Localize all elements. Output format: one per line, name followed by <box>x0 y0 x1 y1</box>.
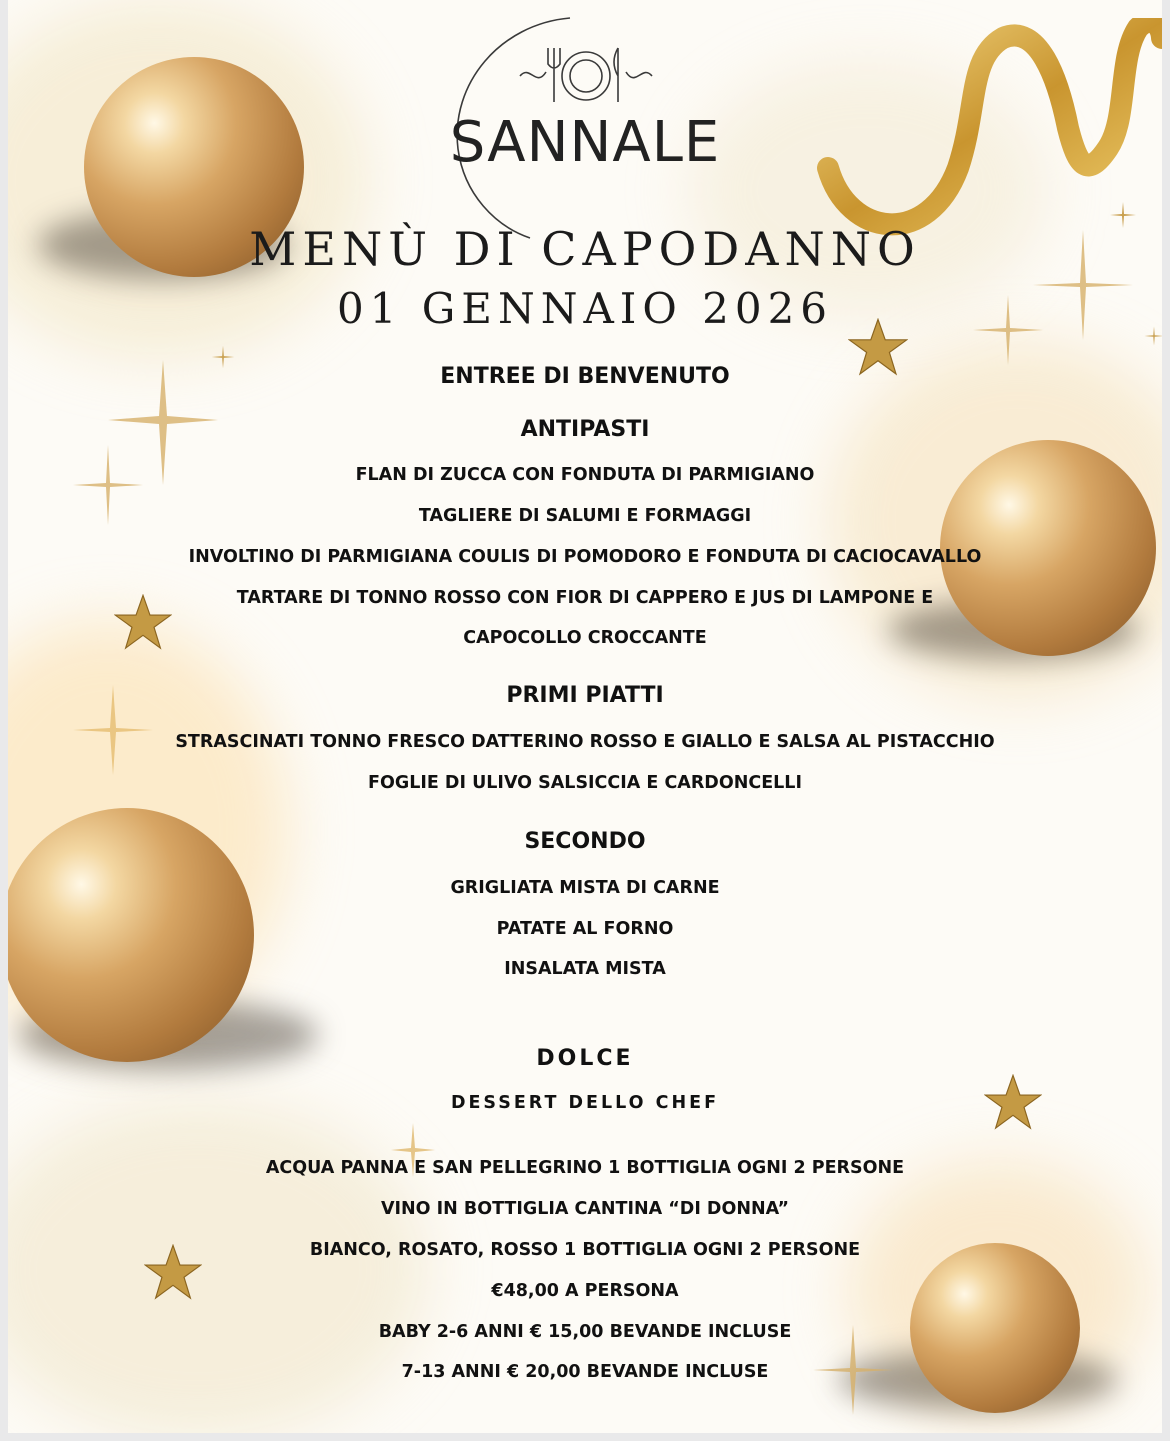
antipasti-heading: ANTIPASTI <box>520 417 650 442</box>
menu-title: MENÙ DI CAPODANNO <box>249 222 921 276</box>
price-line: BABY 2-6 ANNI € 15,00 BEVANDE INCLUSE <box>378 1322 792 1342</box>
logo-cutlery-icon <box>516 42 656 108</box>
menu-item: DESSERT DELLO CHEF <box>450 1093 720 1113</box>
menu-page <box>8 0 1162 1433</box>
drinks-line: BIANCO, ROSATO, ROSSO 1 BOTTIGLIA OGNI 2 PERSONE <box>309 1240 861 1260</box>
menu-item: INSALATA MISTA <box>504 959 666 979</box>
gold-wash <box>8 1100 428 1433</box>
secondo-heading: SECONDO <box>524 829 646 854</box>
drinks-line: VINO IN BOTTIGLIA CANTINA “DI DONNA” <box>380 1199 790 1219</box>
drinks-line: ACQUA PANNA E SAN PELLEGRINO 1 BOTTIGLIA OGNI 2 PERSONE <box>265 1158 905 1178</box>
price-line: €48,00 A PERSONA <box>491 1281 679 1301</box>
dolce-heading: DOLCE <box>536 1046 634 1071</box>
menu-item: GRIGLIATA MISTA DI CARNE <box>450 878 720 898</box>
menu-item: FOGLIE DI ULIVO SALSICCIA E CARDONCELLI <box>368 773 802 793</box>
menu-item: INVOLTINO DI PARMIGIANA COULIS DI POMODORO E FONDUTA DI CACIOCAVALLO <box>188 547 982 567</box>
menu-date: 01 GENNAIO 2026 <box>336 284 834 333</box>
menu-item: TARTARE DI TONNO ROSSO CON FIOR DI CAPPERO E JUS DI LAMPONE E <box>236 588 934 608</box>
menu-item: PATATE AL FORNO <box>496 919 674 939</box>
menu-item: TAGLIERE DI SALUMI E FORMAGGI <box>418 506 752 526</box>
menu-item: FLAN DI ZUCCA CON FONDUTA DI PARMIGIANO <box>355 465 815 485</box>
primi-heading: PRIMI PIATTI <box>506 683 664 708</box>
brand-name: SANNALE <box>449 110 721 175</box>
welcome-heading: ENTREE DI BENVENUTO <box>440 364 730 389</box>
menu-item: CAPOCOLLO CROCCANTE <box>463 628 707 648</box>
price-line: 7-13 ANNI € 20,00 BEVANDE INCLUSE <box>401 1362 769 1382</box>
menu-item: STRASCINATI TONNO FRESCO DATTERINO ROSSO E GIALLO E SALSA AL PISTACCHIO <box>175 732 995 752</box>
